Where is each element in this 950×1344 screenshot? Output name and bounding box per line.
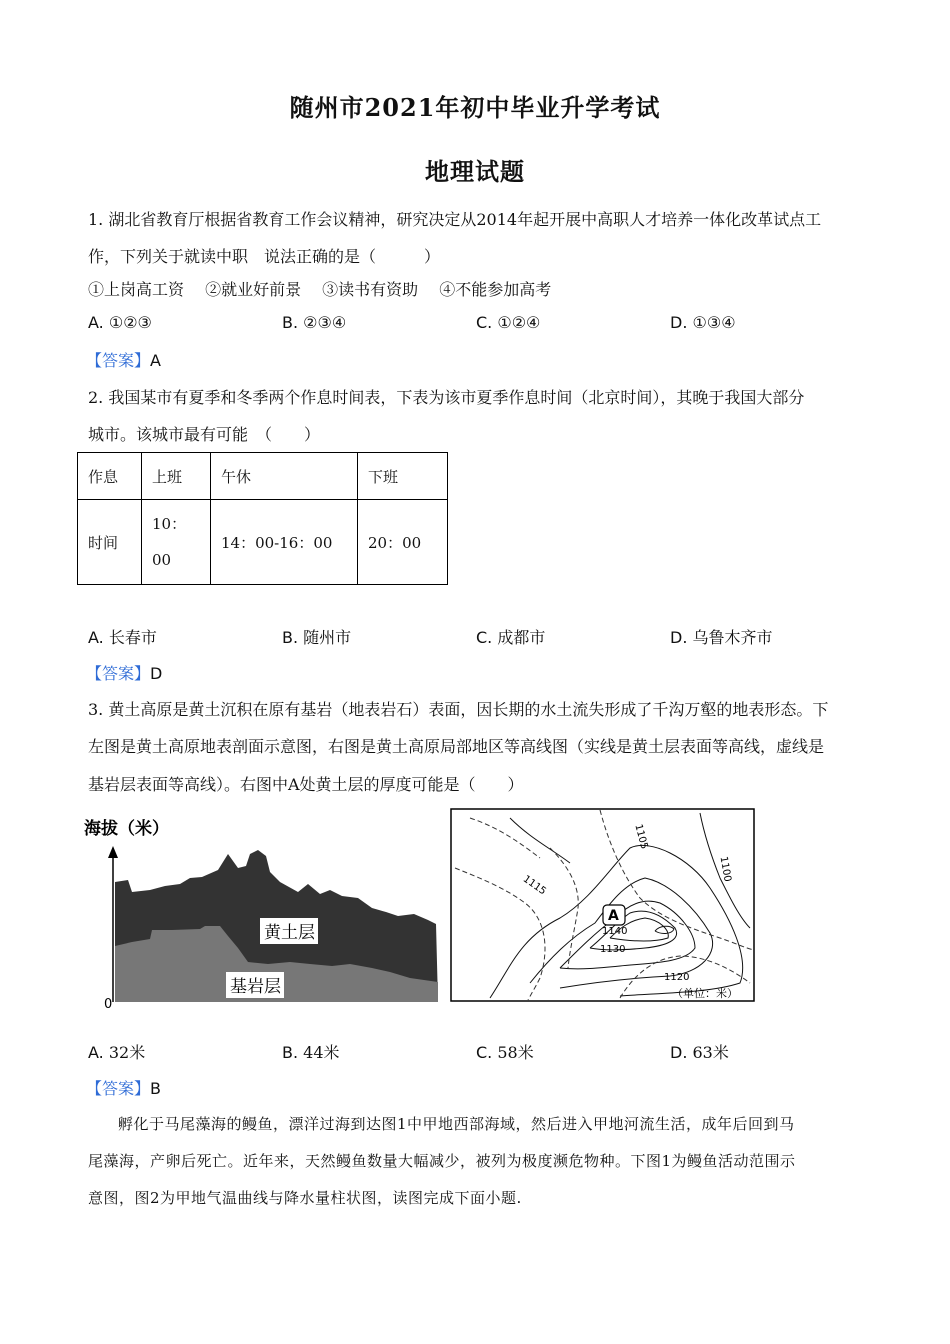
passage-line2: 尾藻海，产卵后死亡。近年来，天然鳗鱼数量大幅减少，被列为极度濒危物种。下图1为鳗鱼活动范围示 [88,1152,796,1170]
profile-ylabel: 海拔（米） [84,819,169,839]
q3-option-c[interactable]: C. 58米 [476,1043,534,1062]
contour-label: 1105 [632,823,650,851]
q2-option-c[interactable]: C. 成都市 [476,628,546,647]
loess-label: 黄土层 [264,923,315,943]
bedrock-label: 基岩层 [230,977,281,997]
svg-text:0: 0 [104,997,113,1012]
q1-option-c[interactable]: C. ①②④ [476,313,541,332]
q1-stem-line2: 作，下列关于就读中职 说法正确的是（ ） [88,247,441,266]
contour-label: 1140 [602,926,628,937]
q3-stem-line3: 基岩层表面等高线）。右图中A处黄土层的厚度可能是（ ） [88,775,524,794]
table-cell-noon: 14：00-16：00 [211,500,358,585]
exam-subtitle: 地理试题 [425,157,525,186]
q1-option-b[interactable]: B. ②③④ [282,313,347,332]
contour-label: 1130 [600,944,626,955]
q2-stem-line2: 城市。该城市最有可能 （ ） [88,425,321,444]
q3-option-d[interactable]: D. 63米 [670,1043,729,1062]
passage-line3: 意图，图2为甲地气温曲线与降水量柱状图，读图完成下面小题. [88,1189,522,1207]
point-a-label: A [608,908,619,924]
table-header: 午休 [211,453,358,500]
q1-option-a[interactable]: A. ①②③ [88,313,152,332]
q3-option-b[interactable]: B. 44米 [282,1043,340,1062]
table-cell-start: 10： 00 [142,500,211,585]
q3-stem-line2: 左图是黄土高原地表剖面示意图，右图是黄土高原局部地区等高线图（实线是黄土层表面等高线，虚线是 [88,737,825,756]
q2-option-d[interactable]: D. 乌鲁木齐市 [670,628,773,647]
q1-answer: 【答案】A [86,351,161,370]
passage-line1: 孵化于马尾藻海的鳗鱼，漂洋过海到达图1中甲地西部海域，然后进入甲地河流生活，成年后回到马 [118,1115,795,1133]
q2-answer: 【答案】D [86,664,163,683]
q3-stem-line1: 3. 黄土高原是黄土沉积在原有基岩（地表岩石）表面，因长期的水土流失形成了千沟万壑的地表形态。下 [88,700,829,719]
q3-answer: 【答案】B [86,1079,161,1098]
table-header: 作息 [78,453,142,500]
table-header: 下班 [358,453,448,500]
q1-option-d[interactable]: D. ①③④ [670,313,736,332]
contour-label: 1120 [664,972,690,983]
contour-map-figure [450,808,756,1004]
q1-stem-line1: 1. 湖北省教育厅根据省教育工作会议精神，研究决定从2014年起开展中高职人才培养一体化改革试点工 [88,210,822,229]
q2-stem-line1: 2. 我国某市有夏季和冬季两个作息时间表，下表为该市夏季作息时间（北京时间），其晚于我国大部分 [88,388,805,407]
contour-label: 1100 [717,855,733,883]
unit-label: （单位：米） [672,987,738,1000]
loess-profile-figure [80,812,442,1012]
q2-option-b[interactable]: B. 随州市 [282,628,352,647]
q3-option-a[interactable]: A. 32米 [88,1043,146,1062]
q1-items: ①上岗高工资 ②就业好前景 ③读书有资助 ④不能参加高考 [88,280,552,299]
table-cell-off: 20：00 [358,500,448,585]
q2-option-a[interactable]: A. 长春市 [88,628,157,647]
contour-label: 1115 [520,873,548,898]
table-header: 上班 [142,453,211,500]
table-row-label: 时间 [78,500,142,585]
schedule-table [77,452,448,585]
exam-title: 随州市2021年初中毕业升学考试 [289,93,661,122]
